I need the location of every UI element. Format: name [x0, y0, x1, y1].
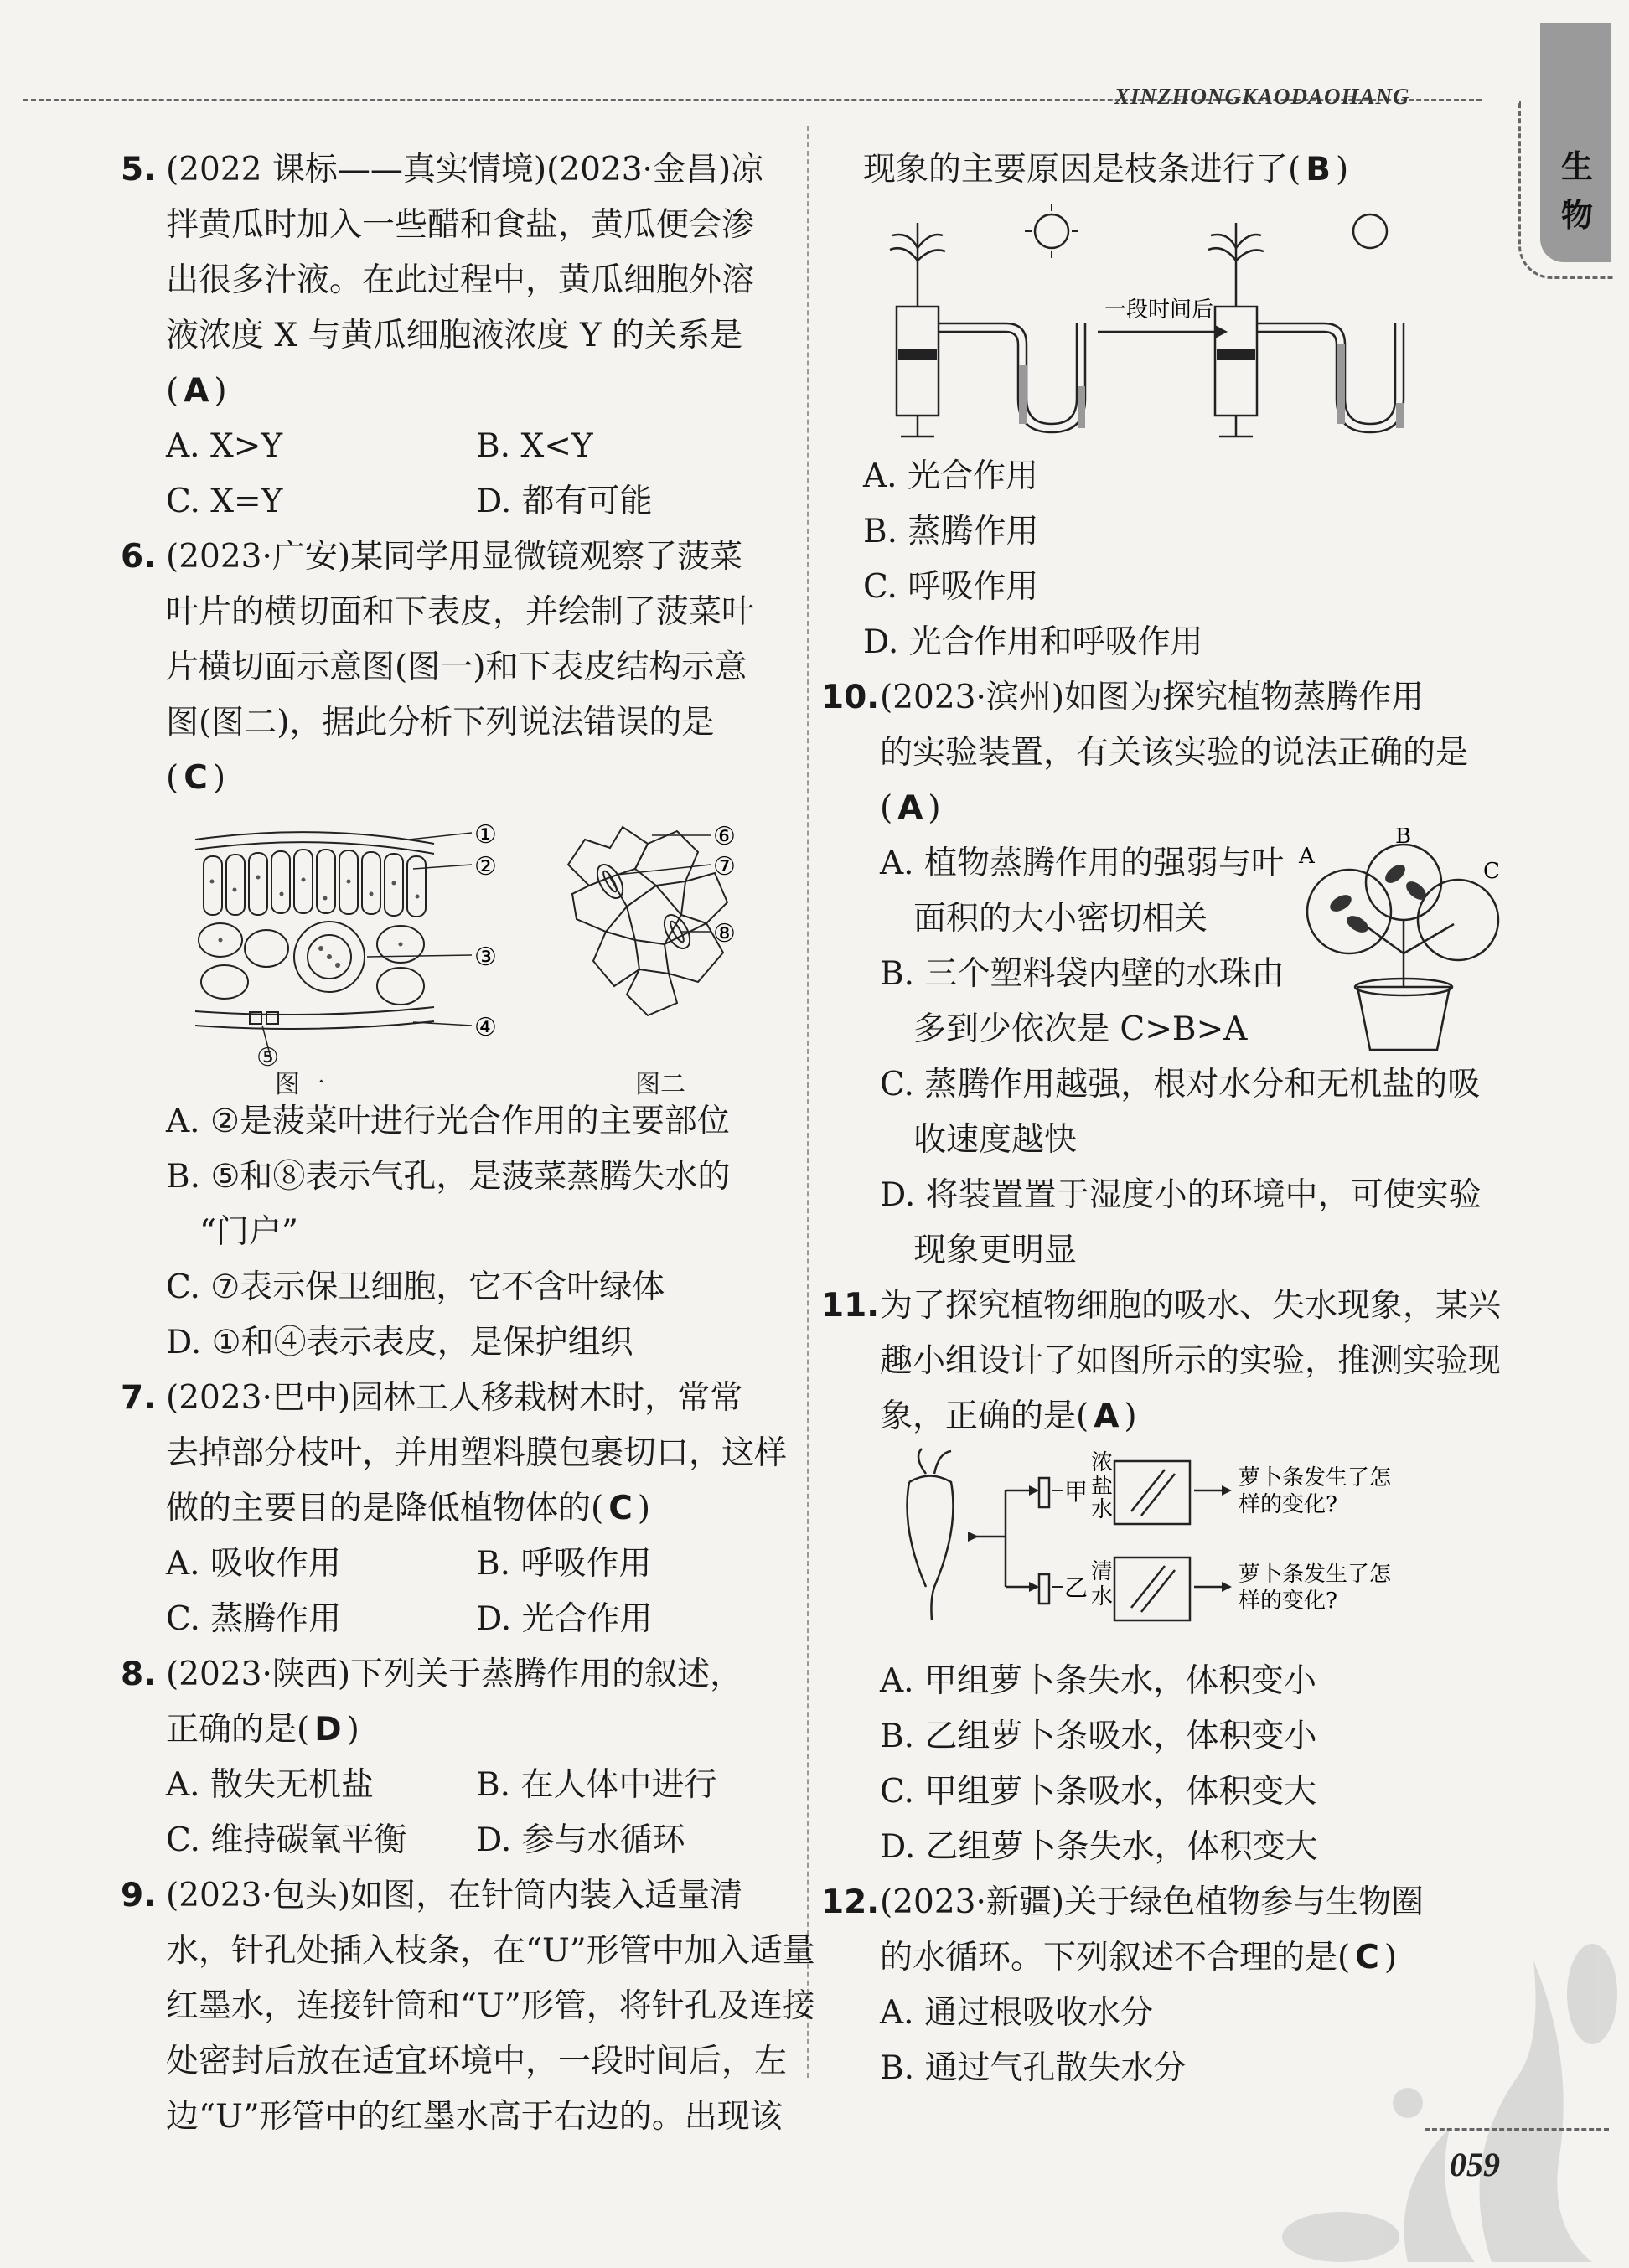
syringe-figure — [838, 198, 1500, 449]
question-text-line: 的水循环。下列叙述不合理的是( C ) — [880, 1939, 1398, 1976]
option-b: B. X<Y — [476, 427, 593, 465]
label-a: A — [1299, 844, 1315, 869]
label-8: ⑧ — [713, 919, 736, 948]
question-number: 5. — [121, 151, 156, 189]
question-9 — [121, 1868, 815, 2145]
question-number: 8. — [121, 1656, 156, 1693]
option-d: D. 乙组萝卜条失水，体积变大 — [880, 1828, 1318, 1866]
q10-options-with-figure — [838, 828, 1500, 1279]
option-c: C. ⑦表示保卫细胞，它不含叶绿体 — [166, 1268, 665, 1306]
syringe-u-tube-diagram — [838, 198, 1500, 449]
options-row — [124, 1537, 786, 1592]
question-5 — [121, 142, 786, 530]
question-text-line: 趣小组设计了如图所示的实验，推测实验现 — [880, 1342, 1502, 1380]
question-text-line: 的实验装置，有关该实验的说法正确的是 — [880, 734, 1469, 772]
option-a: A. 散失无机盐 — [166, 1766, 374, 1804]
option-a: A. 光合作用 — [863, 457, 1038, 495]
question-text-line: 做的主要目的是降低植物体的( C ) — [166, 1490, 651, 1527]
figure-time-label: 一段时间后 — [1104, 297, 1214, 323]
answer: C — [608, 1490, 633, 1527]
label-b: B — [1395, 828, 1412, 849]
label-7: ⑦ — [713, 852, 736, 881]
option-b: B. 呼吸作用 — [476, 1545, 652, 1583]
question-text-line: 现象的主要原因是枝条进行了( B ) — [863, 151, 1349, 189]
figure-2-caption: 图二 — [635, 1070, 685, 1099]
question-text-line: 红墨水，连接针筒和“U”形管，将针孔及连接 — [166, 1987, 815, 2025]
question-text-line: (2023·广安)某同学用显微镜观察了菠菜 — [166, 538, 743, 576]
question-number: 9. — [121, 1877, 156, 1914]
option-c: C. 蒸腾作用越强，根对水分和无机盐的吸 — [880, 1066, 1481, 1103]
question-text-line: 液浓度 X 与黄瓜细胞液浓度 Y 的关系是 — [166, 317, 743, 354]
answer: C — [184, 759, 208, 797]
figure-question: 样的变化? — [1239, 1492, 1337, 1517]
option-b: B. 三个塑料袋内壁的水珠由 — [880, 955, 1285, 993]
question-text-line: 象，正确的是( A ) — [880, 1397, 1137, 1435]
question-8 — [121, 1647, 786, 1868]
question-text-line: 出很多汁液。在此过程中，黄瓜细胞外溶 — [166, 261, 755, 299]
option-b-continued: 多到少依次是 C>B>A — [913, 1010, 1248, 1048]
clear-water-char: 清 — [1091, 1559, 1114, 1584]
figure-question: 萝卜条发生了怎 — [1239, 1562, 1392, 1587]
option-c: C. X=Y — [166, 483, 283, 520]
options-row — [124, 1758, 786, 1813]
option-b: B. 通过气孔散失水分 — [880, 2049, 1187, 2087]
option-a: A. 通过根吸收水分 — [880, 1994, 1153, 2032]
column-divider — [807, 126, 809, 2078]
question-text-line: (2023·陕西)下列关于蒸腾作用的叙述， — [166, 1656, 743, 1693]
option-a: A. ②是菠菜叶进行光合作用的主要部位 — [166, 1103, 730, 1140]
label-6: ⑥ — [713, 822, 736, 851]
decorative-splash — [1240, 1910, 1626, 2262]
option-d: D. 光合作用 — [476, 1600, 653, 1638]
group-jia-label: 甲 — [1064, 1478, 1089, 1506]
option-a: A. 甲组萝卜条失水，体积变小 — [880, 1662, 1316, 1700]
option-d: D. 参与水循环 — [476, 1821, 685, 1859]
option-d: D. 光合作用和呼吸作用 — [863, 623, 1203, 661]
answer: A — [184, 372, 209, 410]
leaf-cross-section-diagram — [124, 806, 786, 1057]
answer: B — [1306, 151, 1331, 189]
left-column — [121, 142, 815, 2145]
question-6 — [121, 530, 786, 1371]
question-text-line: (2023·新疆)关于绿色植物参与生物圈 — [880, 1883, 1425, 1921]
option-c-continued: 收速度越快 — [913, 1121, 1078, 1159]
options-row — [124, 1813, 786, 1868]
footer-dashed-line — [1425, 2128, 1609, 2131]
question-text-line: (2023·巴中)园林工人移栽树木时，常常 — [166, 1379, 743, 1417]
subject-tab-label: 生物 — [1560, 148, 1593, 234]
option-a: A. X>Y — [166, 427, 283, 465]
option-b: B. 在人体中进行 — [476, 1766, 717, 1804]
question-9-continued — [838, 142, 1500, 670]
radish-experiment-diagram — [838, 1444, 1500, 1654]
salt-water-char: 浓 — [1091, 1450, 1114, 1475]
option-d: D. 将装置置于湿度小的环境中，可使实验 — [880, 1176, 1482, 1214]
running-title: XINZHONGKAODAOHANG — [1114, 84, 1410, 109]
salt-water-char: 盐 — [1091, 1474, 1114, 1499]
page-number: 059 — [1450, 2146, 1500, 2183]
option-a: A. 植物蒸腾作用的强弱与叶 — [880, 845, 1284, 882]
label-1: ① — [474, 820, 497, 850]
option-c: C. 维持碳氧平衡 — [166, 1821, 407, 1859]
question-text-line: (2022 课标——真实情境)(2023·金昌)凉 — [166, 151, 764, 189]
option-c: C. 甲组萝卜条吸水，体积变大 — [880, 1773, 1317, 1811]
radish-experiment-figure — [838, 1444, 1500, 1654]
option-b: B. ⑤和⑧表示气孔，是菠菜蒸腾失水的 — [166, 1158, 731, 1196]
option-c: C. 蒸腾作用 — [166, 1600, 342, 1638]
question-11 — [821, 1279, 1502, 1875]
question-text-line: 正确的是( D ) — [166, 1711, 359, 1749]
label-5: ⑤ — [256, 1043, 279, 1072]
answer-line: ( A ) — [880, 789, 941, 827]
option-a: A. 吸收作用 — [166, 1545, 341, 1583]
question-text-line: 边“U”形管中的红墨水高于右边的。出现该 — [166, 2098, 783, 2136]
figure-question: 样的变化? — [1239, 1589, 1337, 1614]
answer: D — [314, 1711, 342, 1749]
question-text-line: (2023·包头)如图，在针筒内装入适量清 — [166, 1877, 743, 1914]
option-d: D. ①和④表示表皮，是保护组织 — [166, 1324, 634, 1361]
question-number: 12. — [821, 1883, 880, 1921]
question-10 — [821, 670, 1500, 1279]
question-number: 11. — [821, 1287, 880, 1325]
option-c: C. 呼吸作用 — [863, 568, 1039, 606]
question-number: 6. — [121, 538, 156, 576]
question-text-line: 为了探究植物细胞的吸水、失水现象，某兴 — [880, 1287, 1502, 1325]
question-text-line: (2023·滨州)如图为探究植物蒸腾作用 — [880, 679, 1425, 716]
option-b: B. 蒸腾作用 — [863, 513, 1039, 550]
right-column — [821, 142, 1502, 2096]
options-row — [124, 1592, 786, 1647]
question-number: 7. — [121, 1379, 156, 1417]
options-row — [124, 419, 786, 474]
question-text-line: 叶片的横切面和下表皮，并绘制了菠菜叶 — [166, 593, 755, 631]
option-b: B. 乙组萝卜条吸水，体积变小 — [880, 1718, 1317, 1755]
question-text-line: 图(图二)，据此分析下列说法错误的是 — [166, 704, 715, 741]
figure-question: 萝卜条发生了怎 — [1239, 1465, 1392, 1490]
group-yi-label: 乙 — [1064, 1574, 1089, 1602]
label-3: ③ — [474, 943, 497, 972]
answer-line: ( A ) — [166, 372, 227, 410]
options-row — [124, 474, 786, 530]
option-a-continued: 面积的大小密切相关 — [913, 900, 1208, 938]
question-text-line: 处密封后放在适宜环境中，一段时间后，左 — [166, 2043, 788, 2080]
label-c: C — [1483, 859, 1500, 884]
answer: C — [1355, 1939, 1379, 1976]
label-4: ④ — [474, 1013, 497, 1042]
option-b-continued: “门户” — [199, 1213, 298, 1251]
label-2: ② — [474, 852, 497, 881]
salt-water-char: 水 — [1091, 1497, 1114, 1522]
answer: A — [1094, 1397, 1120, 1435]
clear-water-char: 水 — [1091, 1584, 1114, 1609]
potted-plant-bags-diagram — [1290, 828, 1508, 1054]
leaf-figures — [124, 806, 786, 1072]
question-number: 10. — [821, 679, 880, 716]
option-d-continued: 现象更明显 — [913, 1232, 1078, 1269]
question-7 — [121, 1371, 788, 1647]
answer: A — [897, 789, 923, 827]
answer-line: ( C ) — [166, 759, 226, 797]
option-d: D. 都有可能 — [476, 483, 653, 520]
figure-1-caption: 图一 — [275, 1070, 325, 1099]
question-text-line: 水，针孔处插入枝条，在“U”形管中加入适量 — [166, 1932, 815, 1970]
question-text-line: 片横切面示意图(图一)和下表皮结构示意 — [166, 648, 747, 686]
question-text-line: 去掉部分枝叶，并用塑料膜包裹切口，这样 — [166, 1434, 788, 1472]
figure-captions — [124, 1057, 786, 1099]
question-text-line: 拌黄瓜时加入一些醋和食盐，黄瓜便会渗 — [166, 206, 755, 244]
